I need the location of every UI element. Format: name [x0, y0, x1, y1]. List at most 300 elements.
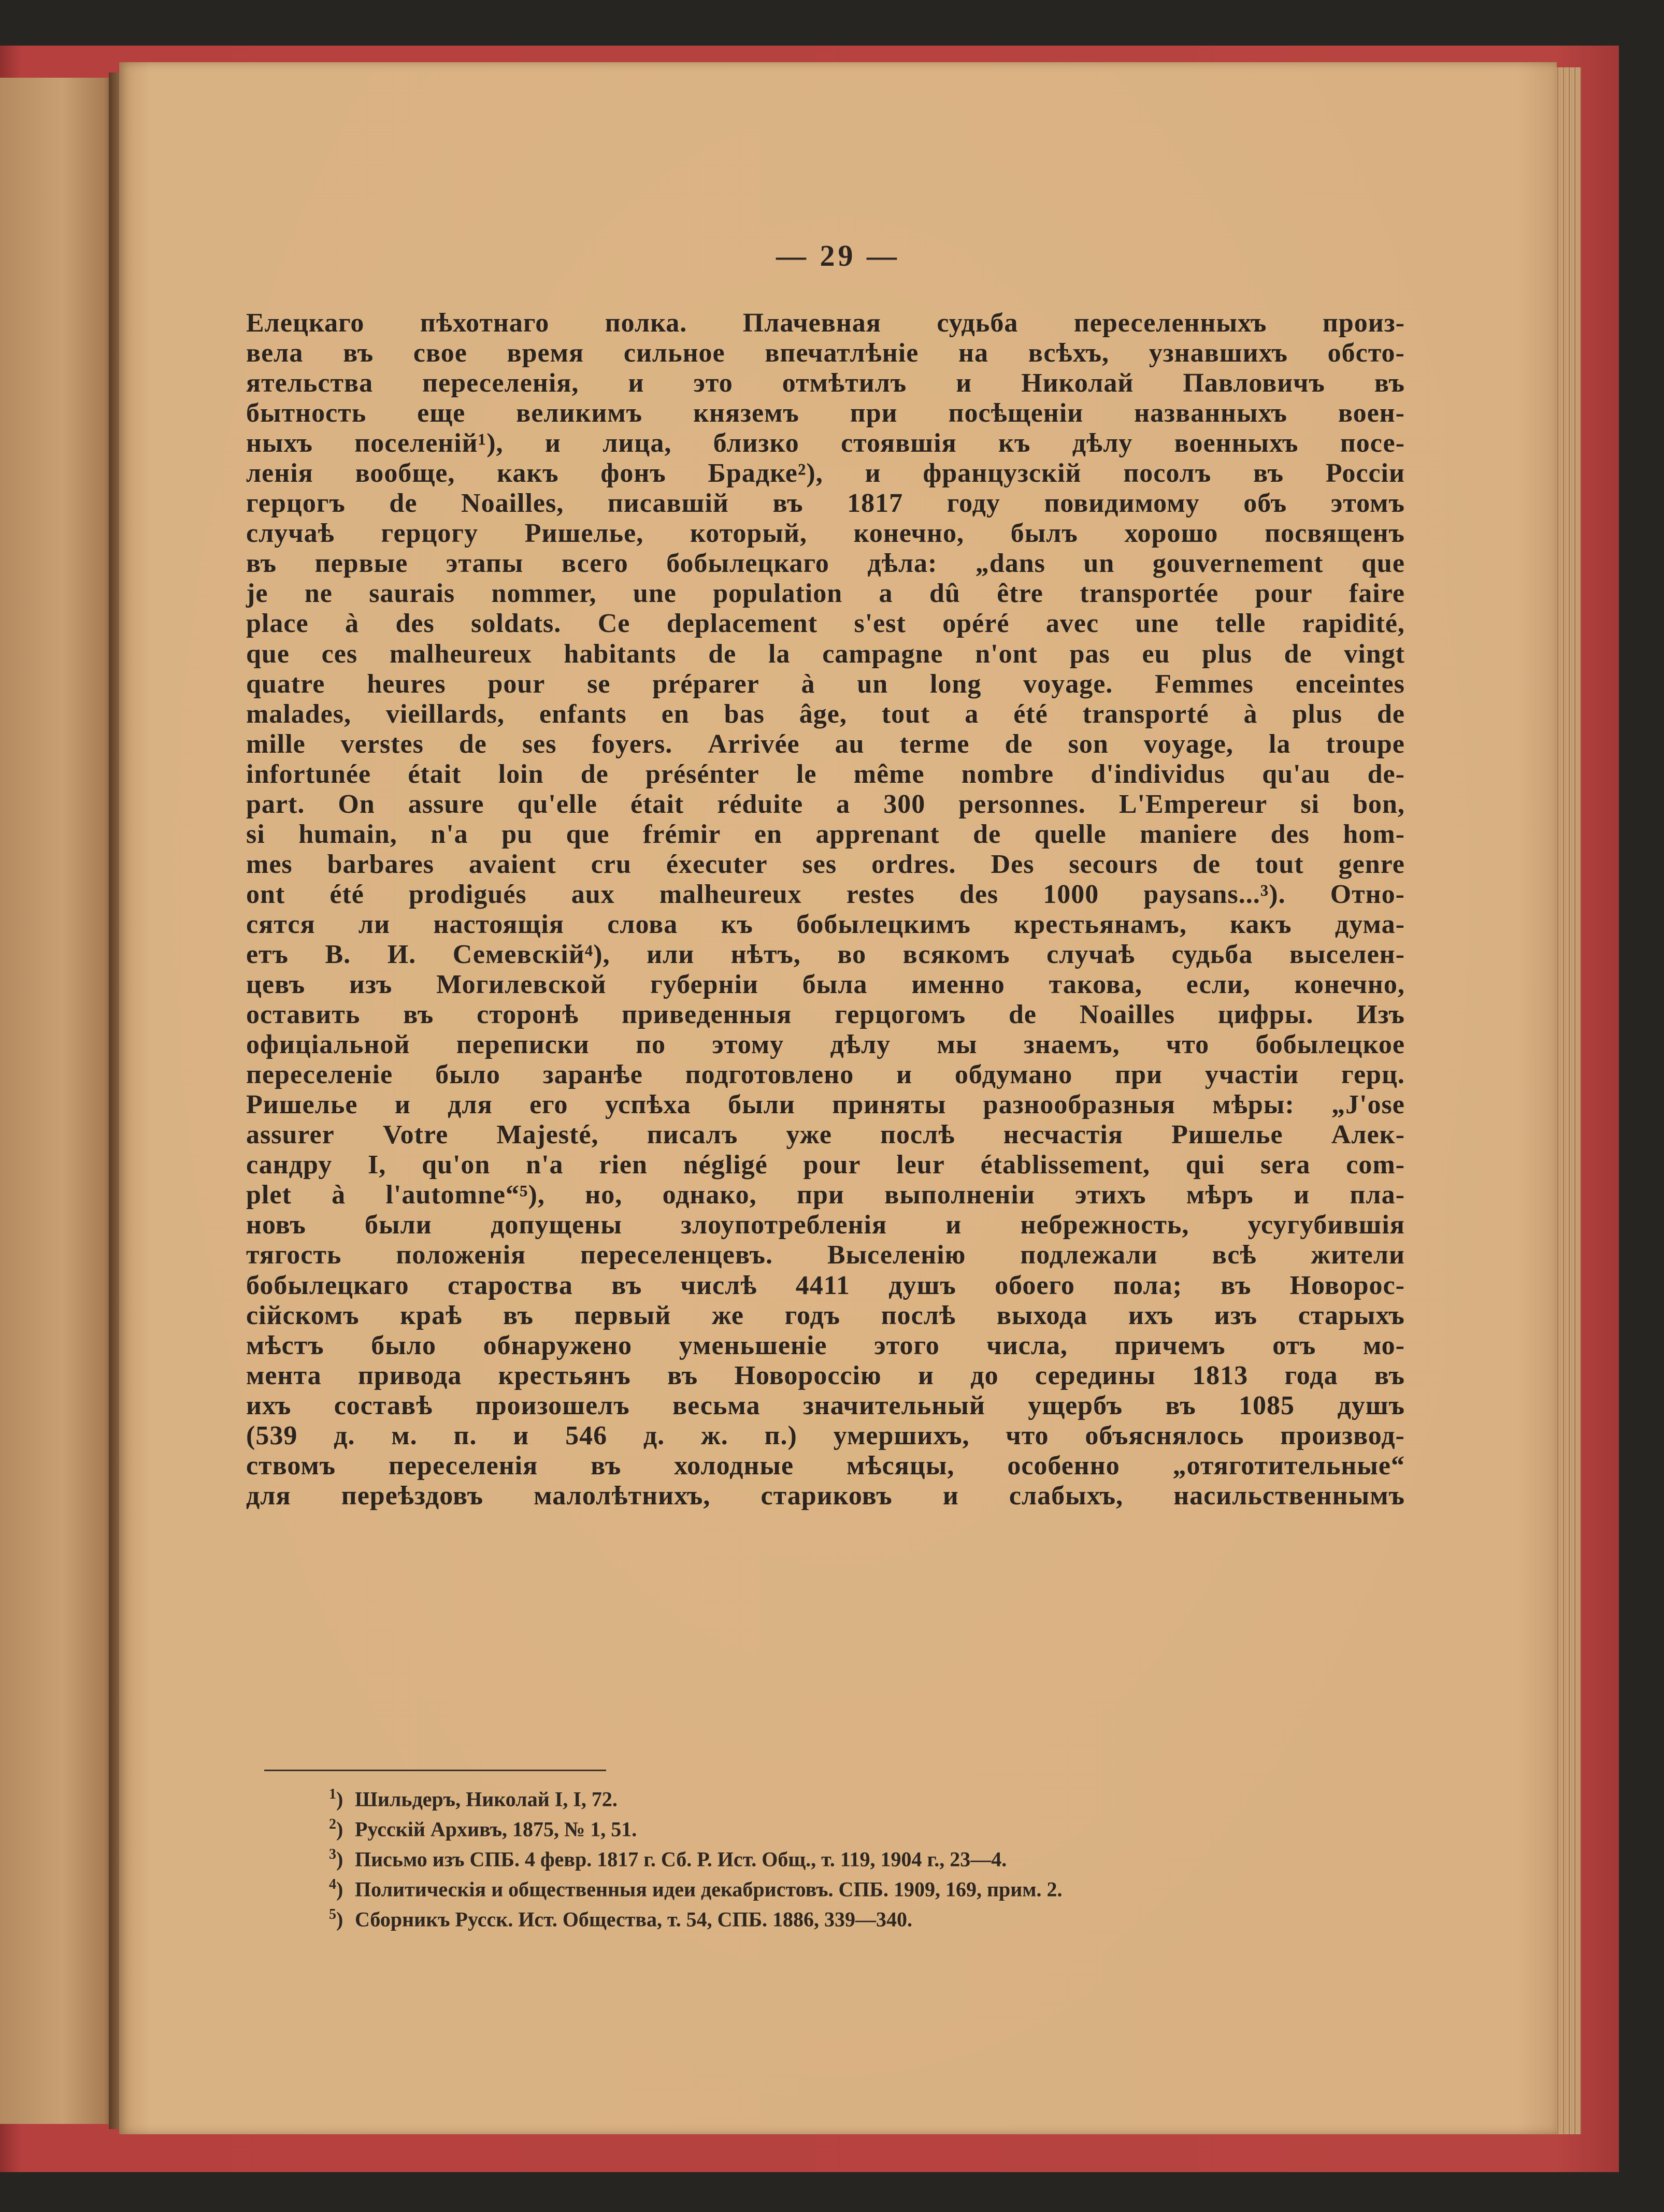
word: мѣръ: [1186, 1180, 1254, 1210]
text-line: [246, 940, 1405, 970]
word: мы: [937, 1030, 978, 1060]
word: être: [997, 579, 1043, 609]
word: d'individus: [1091, 759, 1225, 789]
word: Femmes: [1155, 669, 1254, 699]
word: обдумано: [954, 1060, 1073, 1090]
word: Des: [991, 849, 1035, 879]
word: ятельства: [246, 368, 374, 398]
footnote-rule: [264, 1770, 606, 1771]
text-line: [246, 789, 1405, 820]
word: avaient: [469, 849, 556, 879]
word: и: [544, 428, 561, 458]
word: éxecuter: [666, 849, 768, 879]
word: уменьшеніе: [679, 1330, 827, 1360]
word: Arrivée: [708, 729, 800, 759]
word: во: [837, 939, 867, 969]
word: тягость: [246, 1240, 342, 1270]
word: „dans: [975, 549, 1045, 579]
word: крестьянамъ,: [1014, 909, 1187, 939]
word: въ: [667, 1360, 698, 1390]
word: telle: [1215, 609, 1266, 639]
word: de: [1376, 699, 1405, 729]
footnote-number: 5: [329, 1906, 336, 1922]
word: ses: [802, 849, 837, 879]
word: посѣщеніи: [948, 398, 1084, 428]
word: assurer: [246, 1120, 335, 1150]
word: нѣтъ,: [730, 939, 801, 969]
text-line: [246, 368, 1405, 398]
word: la: [1268, 729, 1291, 759]
word: въ: [343, 338, 374, 368]
word: ses: [522, 729, 557, 759]
word: voyage.: [1023, 669, 1113, 699]
text-line: [246, 699, 1405, 729]
word: етъ: [246, 939, 289, 969]
word: Noailles: [1079, 1000, 1175, 1030]
word: пѣхотнаго: [420, 308, 550, 338]
word: для: [246, 1481, 291, 1511]
word: или: [647, 939, 695, 969]
text-line: [246, 1060, 1405, 1090]
word: aux: [571, 879, 615, 909]
word: выполненіи: [884, 1180, 1035, 1210]
word: vieillards,: [385, 699, 505, 729]
word: ихъ: [246, 1390, 292, 1420]
word: prodigués: [408, 879, 527, 909]
word: un: [857, 669, 888, 699]
word: Брадке²),: [708, 458, 823, 489]
word: обоего: [995, 1270, 1075, 1300]
word: хорошо: [1124, 519, 1218, 549]
word: этомъ: [1330, 489, 1405, 519]
word: обнаружено: [483, 1330, 633, 1360]
word: 300: [883, 789, 926, 819]
word: дѣлу: [830, 1030, 891, 1060]
word: герц.: [1341, 1060, 1405, 1090]
word: какъ: [1230, 909, 1292, 939]
word: если,: [1186, 970, 1251, 1000]
word: старыхъ: [1298, 1300, 1405, 1330]
word: plus: [1292, 699, 1342, 729]
word: de: [389, 489, 418, 519]
word: умершихъ,: [833, 1420, 970, 1450]
word: de-: [1367, 759, 1405, 789]
word: à: [801, 669, 815, 699]
word: barbares: [327, 849, 435, 879]
word: ущербъ: [1028, 1390, 1123, 1420]
text-line: [246, 759, 1405, 789]
text-line: [246, 1331, 1405, 1361]
word: sera: [1260, 1150, 1311, 1180]
word: году: [946, 489, 1000, 519]
word: de: [1193, 849, 1221, 879]
word: pas: [1069, 639, 1110, 669]
footnotes: [329, 1779, 1448, 1930]
word: que: [1361, 549, 1405, 579]
word: de: [708, 639, 737, 669]
word: переселенцевъ.: [580, 1240, 773, 1270]
word: еще: [417, 398, 466, 428]
word: и: [942, 1481, 959, 1511]
book-page: [119, 62, 1557, 2134]
word: княземъ: [693, 398, 799, 428]
word: въ: [611, 1270, 642, 1300]
word: nommer,: [491, 579, 597, 609]
word: qui: [1185, 1150, 1225, 1180]
word: au: [835, 729, 865, 759]
word: повидимому: [1044, 489, 1200, 519]
word: крестьянъ: [498, 1360, 631, 1390]
word: и: [917, 1360, 934, 1390]
word: цифры.: [1217, 1000, 1314, 1030]
word: послѣ: [880, 1120, 955, 1150]
word: enfants: [539, 699, 627, 729]
word: холодные: [674, 1450, 794, 1481]
word: вела: [246, 338, 304, 368]
word: дѣла:: [867, 549, 938, 579]
word: всѣхъ,: [1028, 338, 1110, 368]
word: On: [338, 789, 375, 819]
word: былъ: [1010, 519, 1078, 549]
word: значительный: [802, 1390, 985, 1420]
word: мѣры:: [1212, 1090, 1295, 1120]
word: 1000: [1043, 879, 1099, 909]
word: заранѣе: [542, 1060, 643, 1090]
word: староства: [447, 1270, 573, 1300]
word: ж.: [701, 1420, 728, 1450]
word: de: [580, 759, 609, 789]
word: въ: [1221, 1270, 1252, 1300]
word: въ: [246, 549, 277, 579]
footnote: [329, 1809, 1448, 1840]
word: что: [1166, 1030, 1210, 1060]
word: объ: [1243, 489, 1287, 519]
word: établissement,: [980, 1150, 1151, 1180]
text-line: [246, 1271, 1405, 1301]
word: vingt: [1344, 639, 1405, 669]
word: verstes: [340, 729, 424, 759]
word: Новорос-: [1289, 1270, 1405, 1300]
word: restes: [846, 879, 915, 909]
word: se: [587, 669, 611, 699]
text-line: [246, 1210, 1405, 1240]
word: посвященъ: [1265, 519, 1405, 549]
text-line: [246, 729, 1405, 759]
text-line: [246, 1301, 1405, 1331]
word: бытность: [246, 398, 367, 428]
word: bas: [724, 699, 765, 729]
word: переѣздовъ: [341, 1481, 484, 1511]
word: terme: [899, 729, 970, 759]
text-line: [246, 820, 1405, 850]
word: производ-: [1280, 1420, 1405, 1450]
word: душъ: [888, 1270, 956, 1300]
word: этапы: [446, 549, 524, 579]
word: était: [630, 789, 684, 819]
word: qu'on: [422, 1150, 491, 1180]
text-line: [246, 398, 1405, 428]
word: въ: [1253, 458, 1284, 489]
word: настоящія: [433, 909, 564, 939]
word: усугубившія: [1247, 1210, 1405, 1240]
word: въ: [503, 1300, 534, 1330]
word: Павловичъ: [1183, 368, 1325, 398]
word: изъ: [349, 970, 393, 1000]
word: une: [633, 579, 677, 609]
word: assure: [408, 789, 484, 819]
word: opéré: [942, 609, 1010, 639]
word: положенія: [396, 1240, 526, 1270]
word: des: [395, 609, 435, 639]
text-line: [246, 1421, 1405, 1451]
word: по: [636, 1030, 666, 1060]
word: ordres.: [871, 849, 956, 879]
text-line: [246, 880, 1405, 910]
word: этому: [712, 1030, 784, 1060]
word: допущены: [491, 1210, 622, 1240]
word: послѣ: [881, 1300, 956, 1330]
word: préparer: [652, 669, 759, 699]
word: посе-: [1340, 428, 1405, 458]
word: произ-: [1322, 308, 1405, 338]
text-line: [246, 458, 1405, 489]
word: и: [865, 458, 881, 489]
word: Плачевная: [742, 308, 881, 338]
word: новъ: [246, 1210, 306, 1240]
word: son: [1068, 729, 1109, 759]
text-line: [246, 609, 1405, 639]
word: faire: [1349, 579, 1405, 609]
word: и: [896, 1060, 913, 1090]
word: quelle: [1034, 819, 1107, 849]
footnote-text: Шильдеръ, Николай I, I, 72.: [355, 1787, 618, 1811]
word: de: [1005, 729, 1033, 759]
word: это: [693, 368, 733, 398]
word: какъ: [497, 458, 559, 489]
word: который,: [690, 519, 807, 549]
word: mille: [246, 729, 306, 759]
word: до: [970, 1360, 999, 1390]
text-line: [246, 1120, 1405, 1150]
word: именно: [911, 970, 1005, 1000]
word: полка.: [605, 308, 687, 338]
word: слова: [607, 909, 678, 939]
word: года: [1284, 1360, 1338, 1390]
word: Отно-: [1330, 879, 1405, 909]
word: и: [628, 368, 644, 398]
footnote-paren: ): [336, 1787, 343, 1811]
word: небрежность,: [1020, 1210, 1189, 1240]
word: была: [802, 970, 868, 1000]
text-line: [246, 970, 1405, 1000]
word: конечно,: [1294, 970, 1405, 1000]
word: n'a: [431, 819, 468, 849]
word: L'Empereur: [1118, 789, 1268, 819]
word: enceintes: [1295, 669, 1405, 699]
word: ли: [358, 909, 391, 939]
word: его: [529, 1090, 568, 1120]
word: à: [1243, 699, 1258, 729]
word: числа,: [986, 1330, 1068, 1360]
word: случаѣ: [1046, 939, 1135, 969]
word: первый: [574, 1300, 671, 1330]
word: personnes.: [958, 789, 1086, 819]
word: обсто-: [1327, 338, 1405, 368]
word: genre: [1338, 849, 1405, 879]
word: успѣха: [605, 1090, 691, 1120]
word: дума-: [1335, 909, 1405, 939]
word: que: [566, 819, 610, 849]
word: ленія: [246, 458, 313, 489]
word: въ: [403, 1000, 434, 1030]
word: frémir: [643, 819, 721, 849]
word: впечатлѣніе: [765, 338, 919, 368]
previous-page-edge: [0, 78, 119, 2124]
word: avec: [1045, 609, 1099, 639]
word: a: [965, 699, 979, 729]
word: transportée: [1080, 579, 1219, 609]
word: ствомъ: [246, 1450, 336, 1481]
word: long: [929, 669, 982, 699]
word: лица,: [603, 428, 672, 458]
word: pour: [1255, 579, 1313, 609]
word: уже: [786, 1120, 832, 1150]
word: въ: [1374, 368, 1405, 398]
word: était: [408, 759, 462, 789]
word: и: [956, 368, 972, 398]
footnote-text: Русскій Архивъ, 1875, № 1, 51.: [355, 1817, 637, 1841]
word: qu'au: [1262, 759, 1331, 789]
word: Noailles,: [461, 489, 564, 519]
word: и: [945, 1210, 962, 1240]
word: ныхъ: [246, 428, 313, 458]
word: de: [1284, 639, 1312, 669]
footnote: [329, 1900, 1448, 1930]
word: Ришелье: [246, 1090, 358, 1120]
word: 1085: [1239, 1390, 1295, 1420]
footnote-paren: ): [336, 1817, 343, 1841]
word: nombre: [961, 759, 1054, 789]
word: l'automne“⁵),: [385, 1180, 545, 1210]
word: un: [1083, 549, 1115, 579]
word: cru: [591, 849, 632, 879]
word: rien: [599, 1150, 648, 1180]
word: qu'elle: [517, 789, 597, 819]
body-text: [246, 308, 1405, 1511]
footnote-text: Политическія и общественныя идеи декабристовъ. СПБ. 1909, 169, прим. 2.: [355, 1877, 1063, 1901]
word: en: [661, 699, 690, 729]
word: une: [1135, 609, 1179, 639]
footnote-number: 4: [329, 1876, 336, 1892]
word: transporté: [1082, 699, 1209, 729]
word: Ришелье: [1171, 1120, 1283, 1150]
word: сятся: [246, 909, 315, 939]
word: этого: [874, 1330, 940, 1360]
word: названныхъ: [1134, 398, 1287, 428]
word: такова,: [1049, 970, 1142, 1000]
word: всѣ: [1212, 1240, 1257, 1270]
word: сандру: [246, 1150, 333, 1180]
text-line: [246, 1391, 1405, 1421]
word: выхода: [996, 1300, 1088, 1330]
word: pu: [501, 819, 533, 849]
word: n'ont: [975, 639, 1038, 669]
word: числѣ: [680, 1270, 757, 1300]
word: сторонѣ: [477, 1000, 579, 1030]
word: saurais: [369, 579, 455, 609]
word: en: [754, 819, 782, 849]
word: мѣсяцы,: [847, 1450, 955, 1481]
word: были: [365, 1210, 432, 1240]
text-line: [246, 519, 1405, 549]
word: des: [959, 879, 999, 909]
word: quatre: [246, 669, 325, 699]
word: dû: [929, 579, 960, 609]
word: secours: [1069, 849, 1158, 879]
word: n'a: [526, 1150, 564, 1180]
word: писавшій: [607, 489, 729, 519]
word: посолъ: [1123, 458, 1212, 489]
word: des: [1270, 819, 1310, 849]
word: que: [246, 639, 290, 669]
word: что: [1006, 1420, 1049, 1450]
word: подготовлено: [685, 1060, 854, 1090]
word: особенно: [1007, 1450, 1120, 1481]
footnote-number: 3: [329, 1846, 336, 1862]
text-line: [246, 579, 1405, 609]
word: la: [768, 639, 791, 669]
word: цевъ: [246, 970, 306, 1000]
word: привода: [357, 1360, 462, 1390]
word: сильное: [623, 338, 725, 368]
word: loin: [498, 759, 544, 789]
text-line: [246, 1451, 1405, 1481]
text-line: [246, 1000, 1405, 1030]
word: для: [448, 1090, 493, 1120]
word: время: [507, 338, 584, 368]
word: humain,: [298, 819, 397, 849]
word: воен-: [1338, 398, 1405, 428]
word: 1817: [847, 489, 903, 519]
word: malheureux: [659, 879, 802, 909]
word: всего: [561, 549, 628, 579]
text-line: [246, 850, 1405, 880]
word: конечно,: [853, 519, 964, 549]
word: и: [1294, 1180, 1310, 1210]
word: судьба: [937, 308, 1019, 338]
word: же: [711, 1300, 744, 1330]
word: ces: [321, 639, 358, 669]
word: м.: [391, 1420, 418, 1450]
word: подлежали: [1020, 1240, 1158, 1270]
word: поселеній¹),: [354, 428, 504, 458]
word: при: [1115, 1060, 1163, 1090]
word: été: [1013, 699, 1048, 729]
word: deplacement: [666, 609, 818, 639]
word: сійскомъ: [246, 1300, 360, 1330]
word: ихъ: [1128, 1300, 1174, 1330]
word: présénter: [645, 759, 759, 789]
word: п.: [453, 1420, 477, 1450]
word: à: [332, 1180, 346, 1210]
word: но,: [585, 1180, 623, 1210]
word: военныхъ: [1174, 428, 1299, 458]
word: насильственнымъ: [1173, 1481, 1405, 1511]
word: отъ: [1272, 1330, 1316, 1360]
word: узнавшихъ: [1149, 338, 1288, 368]
word: знаемъ,: [1023, 1030, 1120, 1060]
word: si: [246, 819, 265, 849]
